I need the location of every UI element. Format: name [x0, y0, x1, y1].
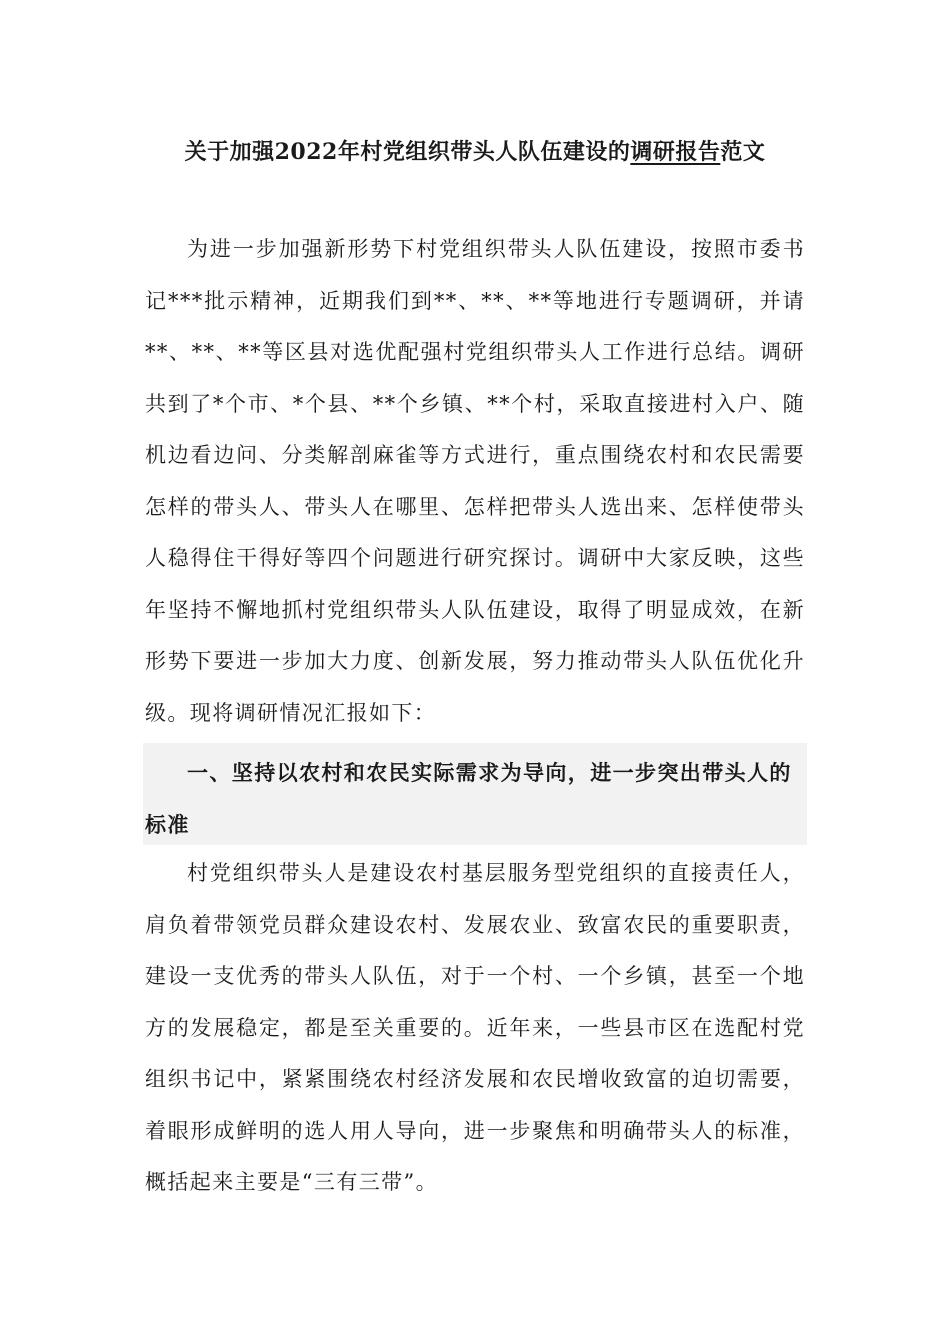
section-1-paragraph: 村党组织带头人是建设农村基层服务型党组织的直接责任人，肩负着带领党员群众建设农村、发展农业、致富农民的重要职责，建设一支优秀的带头人队伍，对于一个村、一个乡镇，甚至一个地方的发展稳定，都是至关重要的。近年来，一些县市区在选配村党组织书记中，紧紧围绕农村经济发展和农民增收致富的迫切需要，着眼形成鲜明的选人用人导向，进一步聚焦和明确带头人的标准，概括起来主要是“三有三带”。	[145, 861, 805, 1194]
section-1-heading: 一、坚持以农村和农民实际需求为导向，进一步突出带头人的标准	[145, 760, 792, 837]
title-prefix: 关于加强2022年村党组织带头人队伍建设的	[184, 139, 631, 165]
intro-paragraph: 为进一步加强新形势下村党组织带头人队伍建设，按照市委书记***批示精神，近期我们到**、**、**等地进行专题调研，并请**、**、**等区县对选优配强村党组织带头人工作进行总结。调研共到了*个市、*个县、**个乡镇、**个村，采取直接进村入户、随机边看边问、分类解剖麻雀等方式进行，重点围绕农村和农民需要怎样的带头人、带头人在哪里、怎样把带头人选出来、怎样使带头人稳得住干得好等四个问题进行研究探讨。调研中大家反映，这些年坚持不懈地抓村党组织带头人队伍建设，取得了明显成效，在新形势下要进一步加大力度、创新发展，努力推动带头人队伍优化升级。现将调研情况汇报如下：	[145, 237, 805, 725]
document-title	[0, 136, 950, 168]
title-suffix: 范文	[720, 139, 766, 165]
title-underlined-link[interactable]: 调研报告	[630, 139, 721, 165]
